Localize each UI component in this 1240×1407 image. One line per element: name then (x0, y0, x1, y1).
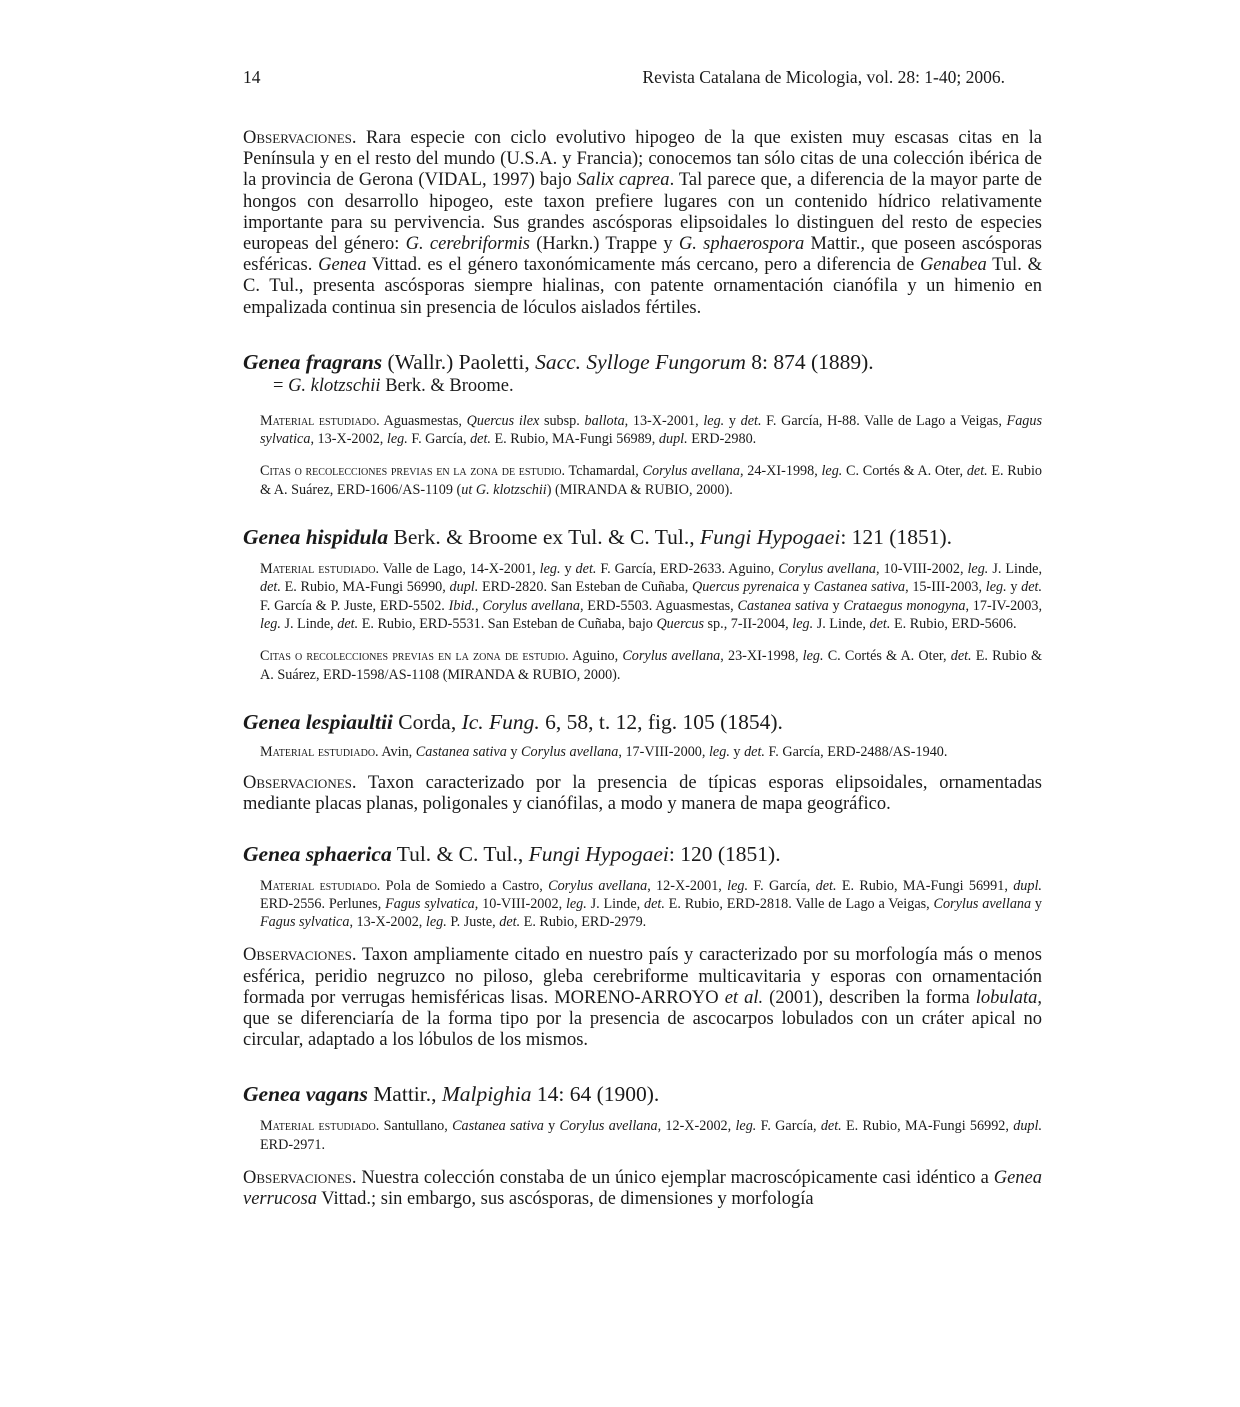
species-heading-fragrans (243, 349, 1042, 375)
text-run: y (1031, 895, 1043, 912)
text-run: ERD-2556. Perlunes, (260, 895, 386, 912)
material-hispidula (260, 560, 1042, 633)
reference: 8: 874 (1889). (745, 349, 874, 374)
text-run: Aguino, (568, 648, 623, 665)
italic-text: Corylus avellana (642, 463, 740, 480)
italic-text: Ibid. (448, 597, 476, 614)
italic-text: leg. (821, 463, 843, 480)
obs-text: . Tal parece que, a diferencia de la mayor parte de hongos con desarrollo hipogeo, este taxon prefiere lugares con un contenido hídrico relativamente importante para su pervivencia. Sus grandes ascósporas elipsoidales lo distinguen del resto de especies europeas del género: (243, 170, 1042, 255)
text-run: Material estudiado. (260, 1118, 380, 1135)
obs-text: (Harkn.) Trappe y (529, 234, 679, 255)
species-heading-hispidula (243, 524, 1042, 550)
italic-text: ballota (584, 412, 625, 429)
text-run: 6, 58, t. 12, fig. 105 (1854). (539, 709, 783, 734)
material-sphaerica (260, 877, 1042, 932)
text-run: E. Rubio & A. Suárez, ERD-1606/AS-1109 ( (260, 463, 1042, 498)
text-run: E. Rubio, MA-Fungi 56990, (280, 579, 450, 596)
text-run: Material estudiado. (260, 561, 380, 578)
text-run: sp., 7-II-2004, (703, 615, 793, 632)
italic-text: leg. (425, 914, 447, 931)
page-number: 14 (243, 67, 261, 87)
italic-text: det. (950, 648, 972, 665)
italic-text: det. (499, 914, 521, 931)
italic-text: Fagus sylvatica (260, 412, 1042, 448)
italic-text: det. (337, 615, 359, 632)
text-run: , 13-X-2001, (624, 412, 704, 429)
text-run: F. García, ERD-2633. Aguino, (596, 561, 779, 578)
italic-text: leg. (386, 431, 408, 448)
text-run: Taxon ampliamente citado en nuestro país y caracterizado por su morfología más o menos esférica, peridio negruzco no piloso, gleba cerebriforme multicavitaria y esporas con ornamentación formada por verrugas hemisféricas lisas. MORENO-ARROYO (243, 945, 1042, 1008)
text-run: Citas o recolecciones previas en la zona de estudio. (260, 648, 569, 665)
species-name: Genea fragrans (243, 349, 383, 374)
text-run: E. Rubio, MA-Fungi 56989, (490, 431, 659, 448)
text-run: C. Cortés & A. Oter, (842, 463, 967, 480)
italic-text: det. (744, 743, 765, 760)
italic-text: leg. (792, 615, 814, 632)
text-run: Tul. & C. Tul., (391, 841, 529, 866)
italic-text: Fungi Hypogaei (528, 841, 669, 866)
italic-text: det. (260, 579, 281, 596)
italic-text: leg. (727, 877, 749, 894)
text-run: 14: 64 (1900). (531, 1082, 660, 1107)
species-name: Genea vagans (243, 1082, 368, 1107)
observations-lespiaultii (243, 773, 1042, 815)
obs-text: Mattir., que poseen ascósporas esféricas. (243, 234, 1043, 276)
text-run: y (828, 597, 844, 614)
text-run: , 23-XI-1998, (720, 648, 803, 665)
italic-text: det. (869, 615, 891, 632)
journal-citation: Revista Catalana de Micologia, vol. 28: 1-40; 2006. (642, 67, 1005, 87)
text-run: Citas o recolecciones previas en la zona de estudio. (260, 463, 566, 480)
text-run: E. Rubio, ERD-2818. Valle de Lago a Veigas, (664, 895, 934, 912)
text-run: E. Rubio, ERD-5531. San Esteban de Cuñaba, bajo (358, 615, 657, 632)
text-run: Tchamardal, (565, 463, 643, 480)
text-run: E. Rubio, ERD-2979. (520, 914, 647, 931)
text-run: y (729, 743, 745, 760)
text-run: y (506, 743, 522, 760)
text-run: y (560, 561, 576, 578)
citas-hispidula (260, 647, 1042, 684)
text-run: F. García & P. Juste, ERD-5502. (260, 597, 449, 614)
text-run: ERD-2820. San Esteban de Cuñaba, (478, 579, 692, 596)
italic-text: G. klotzschii (288, 375, 381, 396)
obs-text: Rara especie con ciclo evolutivo hipogeo de la que existen muy escasas citas en la Península y en el resto del mundo (U.S.A. y Francia); conocemos tan sólo citas de una colección ibérica de la provincia de Gerona (VIDAL, 1997) bajo (243, 128, 1042, 191)
italic-text: det. (575, 561, 597, 578)
text-run: = (273, 375, 289, 396)
text-run: Mattir., (367, 1082, 442, 1107)
text-run: ERD-2980. (687, 431, 757, 448)
italic-text: Crataegus monogyna (843, 597, 966, 614)
text-run: Pola de Somiedo a Castro, (380, 877, 549, 894)
text-run: y (543, 1118, 560, 1135)
observations-vagans (243, 1168, 1042, 1210)
text-run: , 12-X-2001, (647, 877, 728, 894)
italic-text: leg. (703, 412, 725, 429)
material-fragrans (260, 412, 1042, 449)
text-run: Santullano, (379, 1118, 453, 1135)
text-run: : 120 (1851). (668, 841, 781, 866)
italic-text: det. (966, 463, 988, 480)
italic-text: Corylus avellana (622, 648, 721, 665)
article-body (243, 128, 1042, 1210)
text-run: , 17-IV-2003, (965, 597, 1043, 614)
text-run: Avin, (378, 743, 416, 760)
text-run: Observaciones. (243, 945, 357, 966)
text-run: Aguasmestas, (379, 412, 467, 429)
intro-observations (243, 128, 1042, 319)
italic-text: det. (1021, 579, 1043, 596)
text-run: J. Linde, (280, 615, 338, 632)
italic-text: Corylus avellana (933, 895, 1032, 912)
text-run: , 24-XI-1998, (740, 463, 822, 480)
species-name: Genea sphaerica (243, 841, 392, 866)
obs-italic: G. cerebriformis (405, 234, 530, 255)
text-run: Observaciones. (243, 1168, 357, 1188)
italic-text: Castanea sativa (737, 597, 829, 614)
italic-text: det. (815, 877, 837, 894)
italic-text: Quercus (656, 615, 704, 632)
text-run: subsp. (539, 412, 585, 429)
italic-text: Corylus avellana (778, 561, 877, 578)
author: (Wallr.) Paoletti, (382, 349, 536, 374)
italic-text: det. (820, 1118, 842, 1135)
italic-text: Fagus sylvatica (260, 914, 350, 931)
text-run: Material estudiado. (260, 412, 380, 429)
obs-text: Tul. & C. Tul., presenta ascósporas siempre hialinas, con patente ornamentación cianófila y un himenio en empalizada continua sin presencia de lóculos aislados fértiles. (243, 255, 1042, 318)
obs-italic: Salix caprea (576, 170, 670, 191)
material-vagans (260, 1117, 1042, 1154)
italic-text: Genea verrucosa (243, 1168, 1042, 1210)
italic-text: Corylus avellana (482, 597, 580, 614)
text-run: ERD-2971. (260, 1136, 326, 1153)
text-run: Vittad.; sin embargo, sus ascósporas, de dimensiones y morfología (316, 1189, 814, 1210)
italic-text: Corylus avellana (521, 743, 619, 760)
text-run: E. Rubio, ERD-5606. (890, 615, 1017, 632)
text-run: F. García, (407, 431, 471, 448)
text-run: F. García, ERD-2488/AS-1940. (764, 743, 948, 760)
text-run: (2001), describen la forma (763, 987, 976, 1008)
text-run: Material estudiado. (260, 743, 379, 760)
italic-text: leg. (708, 743, 730, 760)
species-heading-sphaerica (243, 841, 1042, 867)
text-run: E. Rubio & A. Suárez, ERD-1598/AS-1108 (MIRANDA & RUBIO, 2000). (260, 648, 1042, 683)
observations-sphaerica (243, 945, 1042, 1051)
text-run: Valle de Lago, 14-X-2001, (379, 561, 540, 578)
italic-text: Castanea sativa (813, 579, 906, 596)
text-run: J. Linde, (988, 561, 1042, 578)
italic-text: leg. (967, 561, 989, 578)
text-run: , 10-VIII-2002, (474, 895, 566, 912)
text-run: : 121 (1851). (840, 525, 952, 550)
text-run: Nuestra colección constaba de un único ejemplar macroscópicamente casi idéntico a (356, 1168, 994, 1188)
italic-text: leg. (985, 579, 1007, 596)
text-run: , 12-X-2002, (657, 1118, 736, 1135)
italic-text: dupl. (1013, 1118, 1042, 1135)
text-run: , 17-VIII-2000, (618, 743, 709, 760)
text-run: , 13-X-2002, (310, 431, 387, 448)
italic-text: dupl. (1013, 877, 1042, 894)
text-run: y (1006, 579, 1022, 596)
italic-text: leg. (260, 615, 281, 632)
text-run: Observaciones. (243, 773, 357, 794)
text-run: , 10-VIII-2002, (876, 561, 968, 578)
italic-text: leg. (802, 648, 824, 665)
italic-text: et al. (724, 987, 764, 1008)
italic-text: Quercus pyrenaica (691, 579, 800, 596)
obs-italic: G. sphaerospora (678, 234, 805, 255)
citas-fragrans (260, 462, 1042, 499)
text-run: C. Cortés & A. Oter, (823, 648, 951, 665)
text-run: , que se diferenciaría de la forma tipo por la presencia de ascocarpos lobulados con un cráter apical no circular, adaptado a los lóbulos de los mismos. (243, 987, 1042, 1051)
text-run: F. García, H-88. Valle de Lago a Veigas, (761, 412, 1007, 429)
text-run: ) (MIRANDA & RUBIO, 2000). (546, 481, 733, 498)
obs-italic: Genabea (919, 255, 987, 276)
material-lespiaultii (260, 743, 1042, 761)
publication: Sacc. Sylloge Fungorum (535, 349, 746, 374)
italic-text: Corylus avellana (548, 877, 648, 894)
text-run: , (475, 597, 483, 614)
italic-text: leg. (539, 561, 561, 578)
species-name: Genea hispidula (243, 525, 389, 550)
text-run: F. García, (748, 877, 816, 894)
text-run: E. Rubio, MA-Fungi 56991, (836, 877, 1014, 894)
text-run: y (799, 579, 814, 596)
species-name: Genea lespiaultii (243, 709, 393, 734)
italic-text: Corylus avellana (559, 1118, 658, 1135)
italic-text: ut G. klotzschii (461, 481, 547, 498)
observations-label: Observaciones. (243, 128, 357, 148)
text-run: P. Juste, (446, 914, 500, 931)
italic-text: det. (740, 412, 762, 429)
italic-text: Ic. Fung. (461, 709, 540, 734)
text-run: Taxon caracterizado por la presencia de típicas esporas elipsoidales, ornamentadas mediante placas planas, poligonales y cianófilas, a modo y manera de mapa geográfico. (243, 773, 1042, 815)
italic-text: Quercus ilex (466, 412, 540, 429)
text-run: , 15-III-2003, (905, 579, 986, 596)
text-run: y (724, 412, 741, 429)
italic-text: det. (643, 895, 665, 912)
italic-text: Castanea sativa (452, 1118, 544, 1135)
italic-text: dupl. (658, 431, 688, 448)
species-heading-vagans (243, 1081, 1042, 1107)
text-run: , 13-X-2002, (349, 914, 426, 931)
text-run: Berk. & Broome. (380, 375, 514, 396)
italic-text: det. (470, 431, 491, 448)
italic-text: Castanea sativa (415, 743, 507, 760)
text-run: F. García, (756, 1118, 821, 1135)
italic-text: lobulata (975, 987, 1038, 1008)
obs-text: Vittad. es el género taxonómicamente más cercano, pero a diferencia de (366, 255, 920, 276)
synonym-fragrans (243, 375, 1042, 397)
text-run: Material estudiado. (260, 877, 381, 894)
species-heading-lespiaultii (243, 709, 1042, 735)
text-run: J. Linde, (586, 895, 644, 912)
text-run: J. Linde, (813, 615, 870, 632)
italic-text: leg. (735, 1118, 757, 1135)
italic-text: Malpighia (441, 1082, 532, 1107)
text-run: Corda, (392, 709, 462, 734)
italic-text: dupl. (449, 579, 479, 596)
italic-text: Fungi Hypogaei (699, 525, 841, 550)
italic-text: leg. (565, 895, 587, 912)
text-run: , ERD-5503. Aguasmestas, (579, 597, 738, 614)
italic-text: Fagus sylvatica (385, 895, 475, 912)
obs-italic: Genea (318, 255, 367, 276)
text-run: E. Rubio, MA-Fungi 56992, (841, 1118, 1014, 1135)
text-run: Berk. & Broome ex Tul. & C. Tul., (388, 525, 700, 550)
